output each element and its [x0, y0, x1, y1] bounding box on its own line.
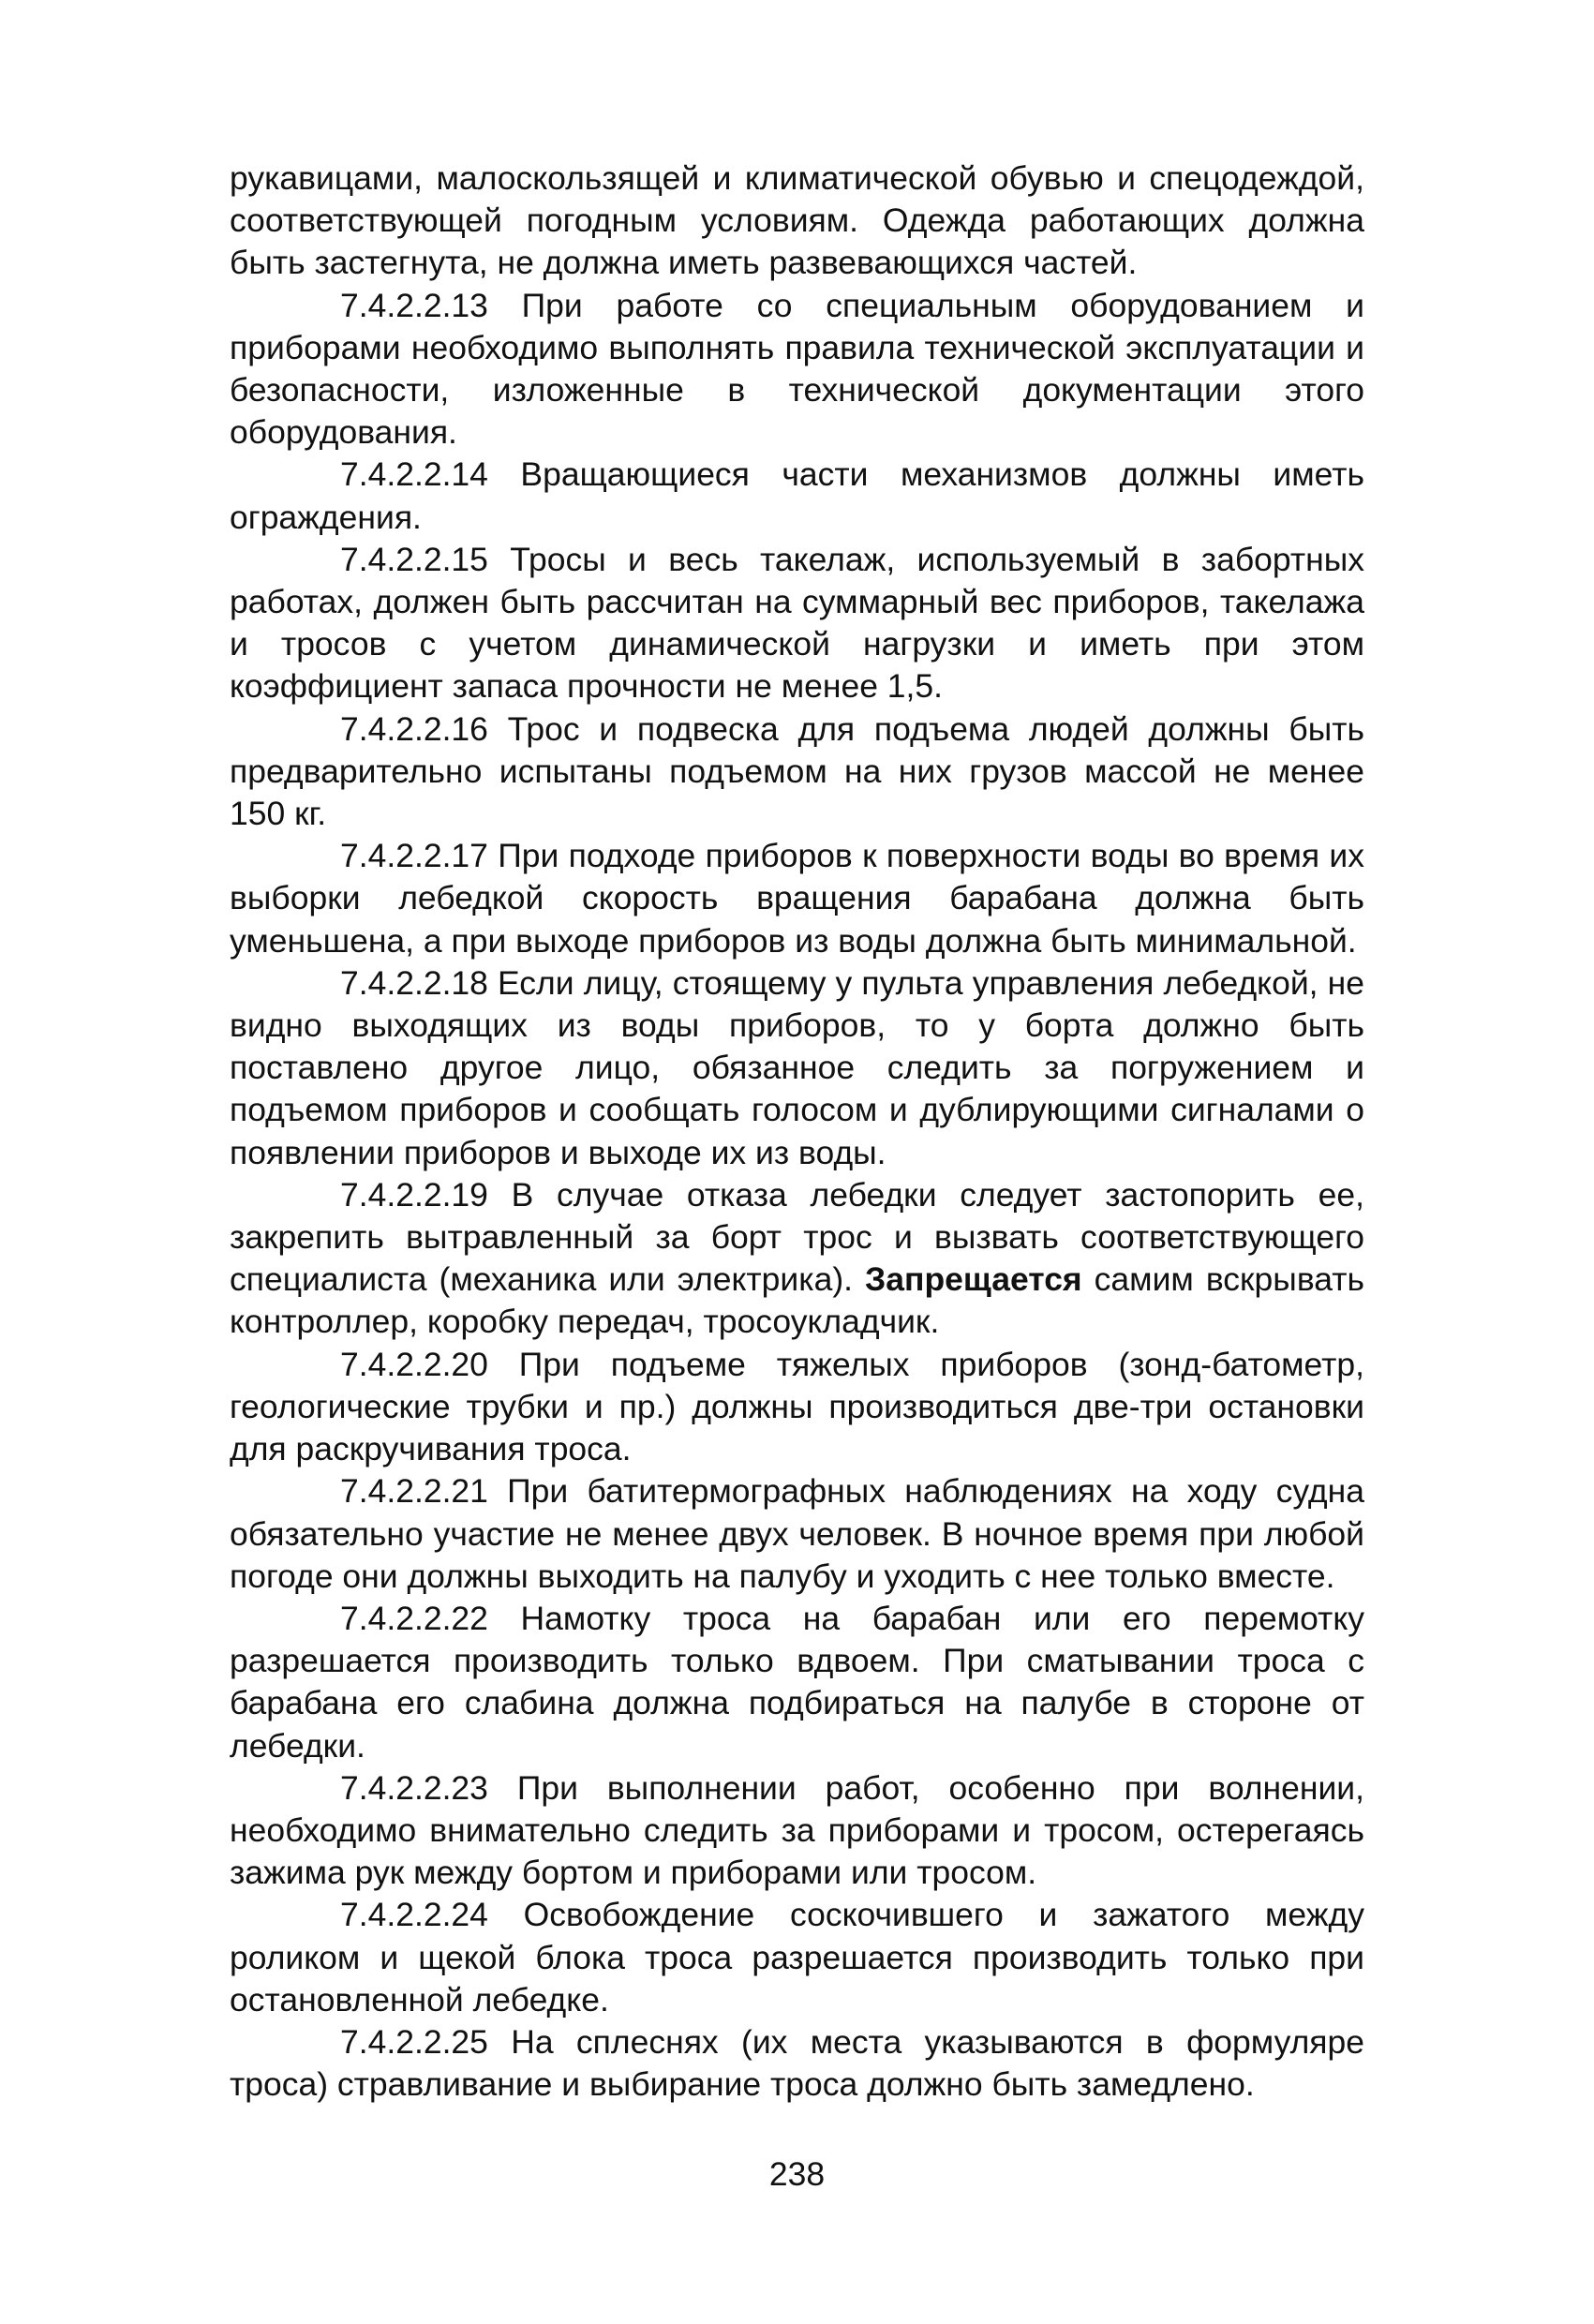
paragraph-7-4-2-2-24: 7.4.2.2.24 Освобождение соскочившего и зажатого между роликом и щекой блока троса разрешается производить только при остановленной лебедке.: [230, 1896, 1364, 2019]
paragraph-text-after: самим вскрывать контроллер, коробку передач, тросоукладчик.: [230, 1260, 1364, 1341]
paragraph-7-4-2-2-23: 7.4.2.2.23 При выполнении работ, особенно при волнении, необходимо внимательно следить за приборами и тросом, остерегаясь зажима рук между бортом и приборами или тросом.: [230, 1768, 1364, 1892]
paragraph-7-4-2-2-14: 7.4.2.2.14 Вращающиеся части механизмов должны иметь ограждения.: [230, 455, 1364, 536]
lead-paragraph: рукавицами, малоскользящей и климатической обувью и спецодеждой, соответствующей погодным условиям. Одежда работающих должна быть застегнута, не должна иметь развевающихся частей.: [230, 159, 1364, 282]
paragraph-7-4-2-2-20: 7.4.2.2.20 При подъеме тяжелых приборов (зонд-батометр, геологические трубки и пр.) должны производиться две-три остановки для раскручивания троса.: [230, 1345, 1364, 1468]
prohibition-keyword: Запрещается: [865, 1260, 1082, 1299]
paragraph-7-4-2-2-22: 7.4.2.2.22 Намотку троса на барабан или его перемотку разрешается производить только вдвоем. При сматывании троса с барабана его слабина должна подбираться на палубе в стороне от лебедки.: [230, 1599, 1364, 1765]
paragraph-7-4-2-2-17: 7.4.2.2.17 При подходе приборов к поверхности воды во время их выборки лебедкой скорость вращения барабана должна быть уменьшена, а при выходе приборов из воды должна быть минимальной.: [230, 837, 1364, 960]
paragraph-7-4-2-2-19: [230, 1174, 1364, 1344]
paragraph-7-4-2-2-18: 7.4.2.2.18 Если лицу, стоящему у пульта управления лебедкой, не видно выходящих из воды приборов, то у борта должно быть поставлено другое лицо, обязанное следить за погружением и подъемом приборов и сообщать голосом и дублирующими сигналами о появлении приборов и выходе их из воды.: [230, 963, 1364, 1171]
page-number: 238: [768, 2155, 826, 2193]
document-body: [230, 157, 1364, 2106]
paragraph-7-4-2-2-25: 7.4.2.2.25 На сплеснях (их места указываются в формуляре троса) стравливание и выбирание троса должно быть замедлено.: [230, 2022, 1364, 2104]
paragraph-7-4-2-2-15: 7.4.2.2.15 Тросы и весь такелаж, используемый в забортных работах, должен быть рассчитан на суммарный вес приборов, такелажа и тросов с учетом динамической нагрузки и иметь при этом коэффициент запаса прочности не менее 1,5.: [230, 540, 1364, 706]
paragraph-text-before: 7.4.2.2.19 В случае отказа лебедки следует застопорить ее, закрепить вытравленный за борт трос и вызвать соответствующего специалиста (механика или электрика).: [230, 1175, 1364, 1299]
paragraph-7-4-2-2-21: 7.4.2.2.21 При батитермографных наблюдениях на ходу судна обязательно участие не менее двух человек. В ночное время при любой погоде они должны выходить на палубу и уходить с нее только вместе.: [230, 1472, 1364, 1595]
paragraph-7-4-2-2-16: 7.4.2.2.16 Трос и подвеска для подъема людей должны быть предварительно испытаны подъемом на них грузов массой не менее 150 кг.: [230, 709, 1364, 833]
paragraph-7-4-2-2-13: 7.4.2.2.13 При работе со специальным оборудованием и приборами необходимо выполнять правила технической эксплуатации и безопасности, изложенные в технической документации этого оборудования.: [230, 286, 1364, 452]
